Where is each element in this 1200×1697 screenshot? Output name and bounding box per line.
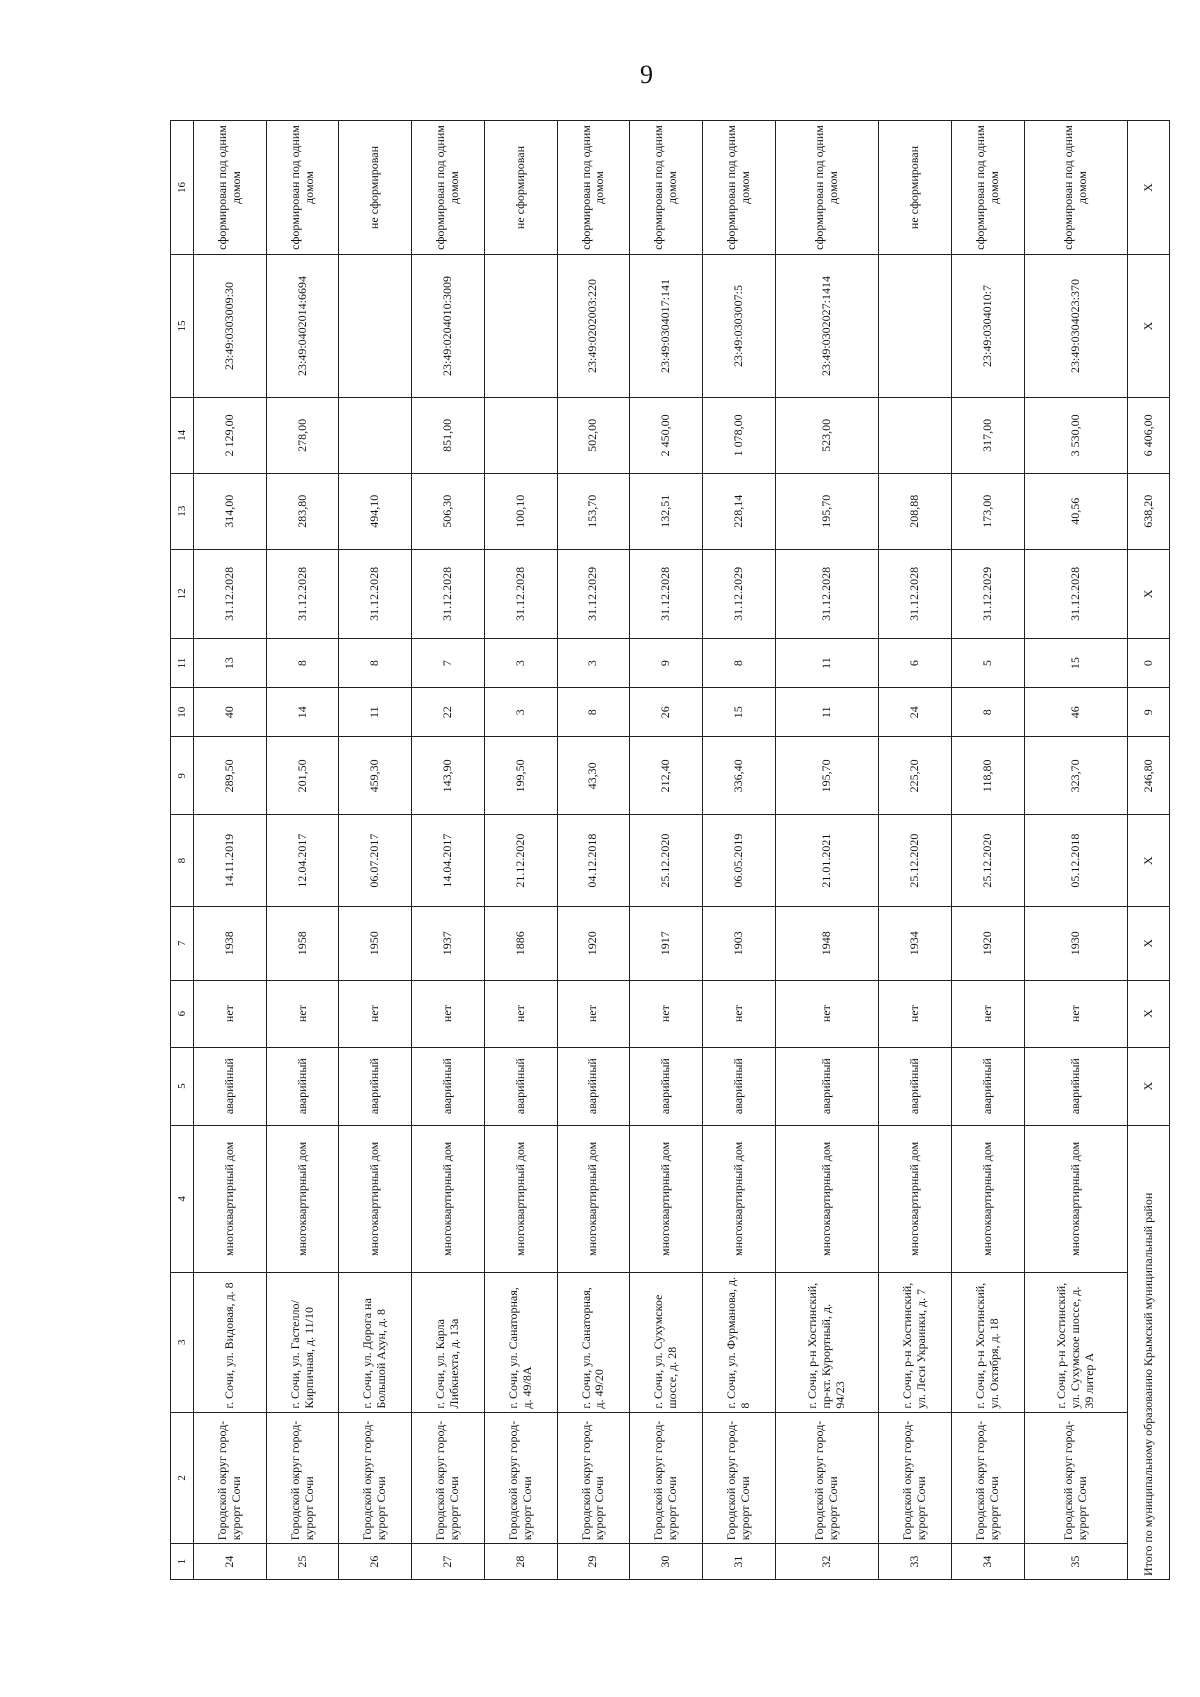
table-cell: аварийный [484,1047,557,1125]
table-cell: 3 [484,639,557,688]
table-row [484,121,557,1580]
table-cell: 31.12.2028 [339,549,412,638]
table-cell: г. Сочи, ул. Сухумское шоссе, д. 28 [630,1273,703,1413]
table-cell: 118,80 [951,737,1024,815]
total-cell: X [1128,906,1170,980]
table-cell: многоквартирный дом [484,1125,557,1272]
table-cell: 46 [1024,688,1127,737]
table-cell: 40,56 [1024,473,1127,549]
table-cell: 8 [951,688,1024,737]
table-cell: 8 [557,688,630,737]
table-cell [339,255,412,398]
table-cell: многоквартирный дом [1024,1125,1127,1272]
table-cell: 14 [266,688,339,737]
table-cell: 34 [951,1544,1024,1580]
table-cell: 27 [412,1544,485,1580]
table-cell: сформирован под одним домом [951,121,1024,255]
table-cell: 1934 [879,906,952,980]
column-header: 14 [171,397,194,473]
table-cell: Городской округ город-курорт Сочи [194,1412,267,1544]
total-row [1128,121,1170,1580]
table-cell: 314,00 [194,473,267,549]
table-cell: 459,30 [339,737,412,815]
table-cell: сформирован под одним домом [702,121,775,255]
table-cell [879,255,952,398]
total-cell: 0 [1128,639,1170,688]
total-cell: 638,20 [1128,473,1170,549]
table-cell [484,397,557,473]
total-cell: 6 406,00 [1128,397,1170,473]
table-cell: сформирован под одним домом [557,121,630,255]
table-cell [339,397,412,473]
table-cell: 14.11.2019 [194,815,267,907]
table-cell: 1938 [194,906,267,980]
table-cell: 31.12.2028 [194,549,267,638]
table-cell: нет [557,980,630,1047]
column-header: 4 [171,1125,194,1272]
table-cell: 23:49:0204010:3009 [412,255,485,398]
table-cell: 25.12.2020 [630,815,703,907]
table-cell: 323,70 [1024,737,1127,815]
table-cell: 13 [194,639,267,688]
table-cell: не сформирован [484,121,557,255]
column-header: 12 [171,549,194,638]
table-cell: аварийный [630,1047,703,1125]
table-cell: 317,00 [951,397,1024,473]
table-row [339,121,412,1580]
column-header: 11 [171,639,194,688]
column-header: 7 [171,906,194,980]
table-cell: г. Сочи, ул. Дорога на Большой Ахун, д. 8 [339,1273,412,1413]
table-cell: аварийный [702,1047,775,1125]
table-cell: 26 [339,1544,412,1580]
table-cell: многоквартирный дом [879,1125,952,1272]
table-cell: 31.12.2028 [775,549,878,638]
table-row [775,121,878,1580]
table-cell: 31.12.2028 [484,549,557,638]
table-cell: нет [1024,980,1127,1047]
table-cell: г. Сочи, р-н Хостинский, ул. Октября, д. 18 [951,1273,1024,1413]
table-cell: 23:49:0303009:30 [194,255,267,398]
table-cell: аварийный [557,1047,630,1125]
table-cell: 23:49:0304023:370 [1024,255,1127,398]
table-cell: нет [266,980,339,1047]
table-row [194,121,267,1580]
table-cell: многоквартирный дом [194,1125,267,1272]
table-cell: 23:49:0303007:5 [702,255,775,398]
table-cell: сформирован под одним домом [266,121,339,255]
table-cell: 6 [879,639,952,688]
table-cell: 208,88 [879,473,952,549]
table-cell: нет [879,980,952,1047]
table-cell: 04.12.2018 [557,815,630,907]
table-cell: 06.05.2019 [702,815,775,907]
table-cell: аварийный [775,1047,878,1125]
table-cell: многоквартирный дом [951,1125,1024,1272]
table-cell: 31.12.2029 [951,549,1024,638]
table-cell: 506,30 [412,473,485,549]
table-cell: г. Сочи, ул. Видовая, д. 8 [194,1273,267,1413]
column-header: 6 [171,980,194,1047]
table-cell: многоквартирный дом [557,1125,630,1272]
table-cell: не сформирован [879,121,952,255]
table-cell: 06.07.2017 [339,815,412,907]
table-cell: 1886 [484,906,557,980]
table-cell: 33 [879,1544,952,1580]
column-header: 16 [171,121,194,255]
table-cell: 23:49:0402014:6694 [266,255,339,398]
table-cell: сформирован под одним домом [775,121,878,255]
table-row [266,121,339,1580]
table-cell: 23:49:0302027:1414 [775,255,878,398]
table-cell: 212,40 [630,737,703,815]
table-cell: 1903 [702,906,775,980]
table-cell: 228,14 [702,473,775,549]
table-cell: 283,80 [266,473,339,549]
table-cell: 851,00 [412,397,485,473]
column-header: 10 [171,688,194,737]
page-number: 9 [640,60,653,89]
table-cell: 336,40 [702,737,775,815]
table-cell: аварийный [194,1047,267,1125]
table-cell: не сформирован [339,121,412,255]
table-cell: многоквартирный дом [339,1125,412,1272]
table-cell: 153,70 [557,473,630,549]
table-cell: 12.04.2017 [266,815,339,907]
table-cell: 11 [775,639,878,688]
table-cell: Городской округ город-курорт Сочи [775,1412,878,1544]
table-cell: 8 [702,639,775,688]
table-cell: 195,70 [775,737,878,815]
table-cell: аварийный [412,1047,485,1125]
table-cell: аварийный [879,1047,952,1125]
table-cell: сформирован под одним домом [412,121,485,255]
table-cell: 5 [951,639,1024,688]
table-cell: многоквартирный дом [630,1125,703,1272]
table-cell: 2 450,00 [630,397,703,473]
table-cell: 143,90 [412,737,485,815]
table-row [557,121,630,1580]
table-cell: 32 [775,1544,878,1580]
table-cell: 3 530,00 [1024,397,1127,473]
table-cell: г. Сочи, ул. Санаторная, д. 49/8А [484,1273,557,1413]
table-cell: нет [775,980,878,1047]
table-row [630,121,703,1580]
table-cell: 3 [484,688,557,737]
table-cell: г. Сочи, р-н Хостинский, ул. Леси Украинки, д. 7 [879,1273,952,1413]
table-cell: 1920 [951,906,1024,980]
table-cell: 43,30 [557,737,630,815]
total-cell: 9 [1128,688,1170,737]
table-cell: 1 078,00 [702,397,775,473]
column-header: 15 [171,255,194,398]
table-cell: сформирован под одним домом [1024,121,1127,255]
table-cell: Городской округ город-курорт Сочи [412,1412,485,1544]
table-cell: 24 [879,688,952,737]
table-cell: 15 [1024,639,1127,688]
table-cell: 40 [194,688,267,737]
table-cell: 494,10 [339,473,412,549]
table-cell: 100,10 [484,473,557,549]
table-cell: нет [630,980,703,1047]
table-cell: Городской округ город-курорт Сочи [879,1412,952,1544]
table-cell: Городской округ город-курорт Сочи [557,1412,630,1544]
column-header: 5 [171,1047,194,1125]
table-cell: 25.12.2020 [951,815,1024,907]
table-cell: аварийный [951,1047,1024,1125]
table-cell: 11 [339,688,412,737]
total-cell: X [1128,255,1170,398]
table-cell: аварийный [339,1047,412,1125]
table-cell: 25 [266,1544,339,1580]
table-cell: 8 [266,639,339,688]
table-cell: 14.04.2017 [412,815,485,907]
table-cell: 31.12.2028 [266,549,339,638]
table-cell: аварийный [1024,1047,1127,1125]
column-header: 3 [171,1273,194,1413]
table-cell: многоквартирный дом [775,1125,878,1272]
table-row [951,121,1024,1580]
table-cell: 132,51 [630,473,703,549]
table-cell: 30 [630,1544,703,1580]
table-cell: многоквартирный дом [266,1125,339,1272]
table-row [702,121,775,1580]
table-cell: 05.12.2018 [1024,815,1127,907]
table-cell: нет [484,980,557,1047]
column-header: 9 [171,737,194,815]
table-row [412,121,485,1580]
table-cell: 23:49:0304010:7 [951,255,1024,398]
table-cell: 278,00 [266,397,339,473]
table-cell: 24 [194,1544,267,1580]
total-cell: X [1128,1047,1170,1125]
total-cell: X [1128,815,1170,907]
table-cell: 1950 [339,906,412,980]
table-cell: 195,70 [775,473,878,549]
table-cell: г. Сочи, р-н Хостинский, пр-кт. Курортный, д. 94/23 [775,1273,878,1413]
table-cell: многоквартирный дом [702,1125,775,1272]
table-cell: г. Сочи, ул. Карла Либкнехта, д. 13а [412,1273,485,1413]
table-cell: Городской округ город-курорт Сочи [1024,1412,1127,1544]
table-cell: 31.12.2029 [557,549,630,638]
table-row [1024,121,1127,1580]
table-cell: 31.12.2029 [702,549,775,638]
table-cell: 11 [775,688,878,737]
total-cell: X [1128,549,1170,638]
table-cell: 201,50 [266,737,339,815]
table-cell: г. Сочи, ул. Гастелло/ Кирпичная, д. 11/10 [266,1273,339,1413]
table-cell: г. Сочи, ул. Фурманова, д. 8 [702,1273,775,1413]
table-cell: Городской округ город-курорт Сочи [266,1412,339,1544]
table-cell: 199,50 [484,737,557,815]
table-cell [879,397,952,473]
table-cell: 8 [339,639,412,688]
table-cell: 1930 [1024,906,1127,980]
table-cell: 502,00 [557,397,630,473]
table-cell: 1948 [775,906,878,980]
table-cell: аварийный [266,1047,339,1125]
table-cell: 22 [412,688,485,737]
column-header: 13 [171,473,194,549]
table-cell: многоквартирный дом [412,1125,485,1272]
table-cell: 1917 [630,906,703,980]
table-cell: нет [951,980,1024,1047]
table-cell: 9 [630,639,703,688]
table-cell: сформирован под одним домом [194,121,267,255]
table-cell: Городской округ город-курорт Сочи [630,1412,703,1544]
table-cell: 1958 [266,906,339,980]
table-cell: 23:49:0304017:141 [630,255,703,398]
table-cell: г. Сочи, р-н Хостинский, ул. Сухумское шоссе, д. 39 литер А [1024,1273,1127,1413]
table-cell: Городской округ город-курорт Сочи [702,1412,775,1544]
table-cell: 15 [702,688,775,737]
total-cell: 246,80 [1128,737,1170,815]
total-cell: X [1128,980,1170,1047]
table-cell: нет [702,980,775,1047]
column-header: 8 [171,815,194,907]
table-cell: нет [194,980,267,1047]
column-header: 1 [171,1544,194,1580]
table-cell: сформирован под одним домом [630,121,703,255]
table-cell: 31 [702,1544,775,1580]
table-cell: 3 [557,639,630,688]
table-body [194,121,1170,1580]
total-label: Итого по муниципальному образованию Крымский муниципальный район [1128,1125,1170,1579]
table-cell: 26 [630,688,703,737]
table-cell: 523,00 [775,397,878,473]
table-container [170,120,1170,1580]
table-cell: 7 [412,639,485,688]
table-cell: 31.12.2028 [630,549,703,638]
table-cell: 289,50 [194,737,267,815]
table-cell: Городской округ город-курорт Сочи [484,1412,557,1544]
table-cell: 1937 [412,906,485,980]
table-cell: 1920 [557,906,630,980]
table-cell: нет [339,980,412,1047]
table-cell: 21.12.2020 [484,815,557,907]
table-cell: 31.12.2028 [412,549,485,638]
table-cell: Городской округ город-курорт Сочи [951,1412,1024,1544]
table-cell: Городской округ город-курорт Сочи [339,1412,412,1544]
table-cell [484,255,557,398]
table-cell: 28 [484,1544,557,1580]
table-cell: нет [412,980,485,1047]
column-header: 2 [171,1412,194,1544]
table-cell: 21.01.2021 [775,815,878,907]
table-cell: 2 129,00 [194,397,267,473]
table-cell: 31.12.2028 [879,549,952,638]
table-cell: 25.12.2020 [879,815,952,907]
total-cell: X [1128,121,1170,255]
table-cell: 29 [557,1544,630,1580]
header-row [171,121,194,1580]
table-cell: г. Сочи, ул. Санаторная, д. 49/20 [557,1273,630,1413]
table-cell: 31.12.2028 [1024,549,1127,638]
table-cell: 225,20 [879,737,952,815]
table-cell: 173,00 [951,473,1024,549]
housing-table [170,120,1170,1580]
table-cell: 23:49:0202003:220 [557,255,630,398]
table-cell: 35 [1024,1544,1127,1580]
table-row [879,121,952,1580]
